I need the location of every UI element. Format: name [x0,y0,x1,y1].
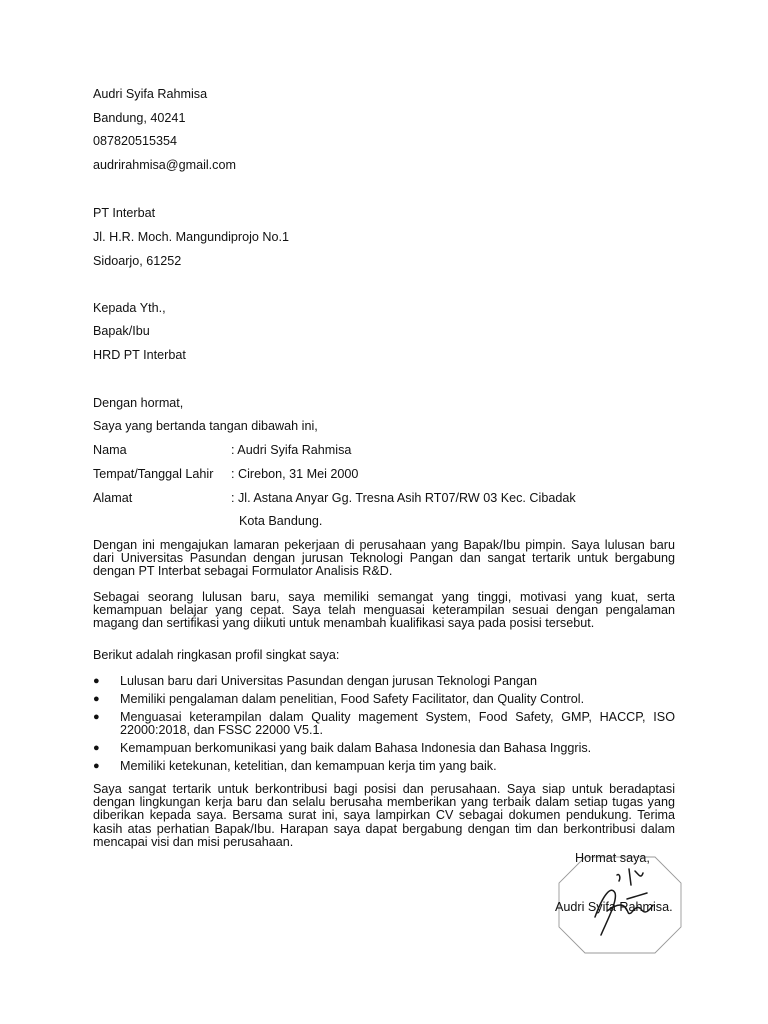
bullet-icon: ● [93,759,100,772]
bullet-icon: ● [93,692,100,705]
bullet-icon: ● [93,675,100,687]
sender-name: Audri Syifa Rahmisa [93,87,208,101]
bullet-icon: ● [93,741,100,754]
identity-label-address: Alamat [93,491,133,505]
closing-regards: Hormat saya, [575,851,650,865]
addressee-to: Kepada Yth., [93,301,166,315]
identity-value-birth: : Cirebon, 31 Mei 2000 [231,467,359,481]
list-item: ● Kemampuan berkomunikasi yang baik dalam Bahasa Indonesia dan Bahasa Inggris. [93,740,592,755]
paragraph-qualification: Sebagai seorang lulusan baru, saya memiliki semangat yang tinggi, motivasi yang kuat, serta kemampuan belajar yang cepat. Saya telah menguasai keterampilan sesuai dengan pengalaman magang dan sertifikasi yang diikuti untuk menambah kualifikasi saya pada posisi tersebut. [93,590,675,631]
identity-label-name: Nama [93,443,127,457]
identity-label-birth: Tempat/Tanggal Lahir [93,467,214,481]
identity-value-address: : Jl. Astana Anyar Gg. Tresna Asih RT07/RW 03 Kec. Cibadak [231,491,576,505]
identity-address-continued: Kota Bandung. [239,514,323,528]
addressee-title: Bapak/Ibu [93,324,150,338]
list-item: ● Memiliki pengalaman dalam penelitian, Food Safety Facilitator, dan Quality Control. [93,691,585,706]
profile-bullet-list [93,675,675,778]
list-item: ● Menguasai keterampilan dalam Quality magement System, Food Safety, GMP, HACCP, ISO 22000:2018, dan FSSC 22000 V5.1. [93,709,675,738]
sender-city: Bandung, 40241 [93,111,186,125]
sender-phone: 087820515354 [93,134,178,148]
intro-line: Saya yang bertanda tangan dibawah ini, [93,419,318,433]
company-address: Jl. H.R. Moch. Mangundiprojo No.1 [93,230,289,244]
list-item: ● Lulusan baru dari Universitas Pasundan dengan jurusan Teknologi Pangan [93,674,538,688]
paragraph-profile-intro: Berikut adalah ringkasan profil singkat saya: [93,648,340,662]
paragraph-closing: Saya sangat tertarik untuk berkontribusi bagi posisi dan perusahaan. Saya siap untuk beradaptasi dengan lingkungan kerja baru dan selalu berusaha memberikan yang terbaik dalam setiap tugas yang diberikan kepada saya. Bersama surat ini, saya lampirkan CV sebagai dokumen pendukung. Terima kasih atas perhatian Bapak/Ibu. Harapan saya dapat bergabung dengan tim dan berkontribusi dalam mencapai visi dan misi perusahaan. [93,782,675,849]
sender-email: audrirahmisa@gmail.com [93,158,236,172]
greeting: Dengan hormat, [93,396,184,410]
list-item: ● Memiliki ketekunan, ketelitian, dan kemampuan kerja tim yang baik. [93,758,497,773]
paragraph-application: Dengan ini mengajukan lamaran pekerjaan di perusahaan yang Bapak/Ibu pimpin. Saya lulusan baru dari Universitas Pasundan dengan jurusan Teknologi Pangan dan sangat tertarik untuk bergabung dengan PT Interbat sebagai Formulator Analisis R&D. [93,538,675,579]
addressee-dept: HRD PT Interbat [93,348,186,362]
company-name: PT Interbat [93,206,156,220]
company-city: Sidoarjo, 61252 [93,254,182,268]
bullet-icon: ● [93,710,100,723]
signer-name: Audri Syifa Rahmisa. [555,900,673,914]
identity-value-name: : Audri Syifa Rahmisa [231,443,352,457]
